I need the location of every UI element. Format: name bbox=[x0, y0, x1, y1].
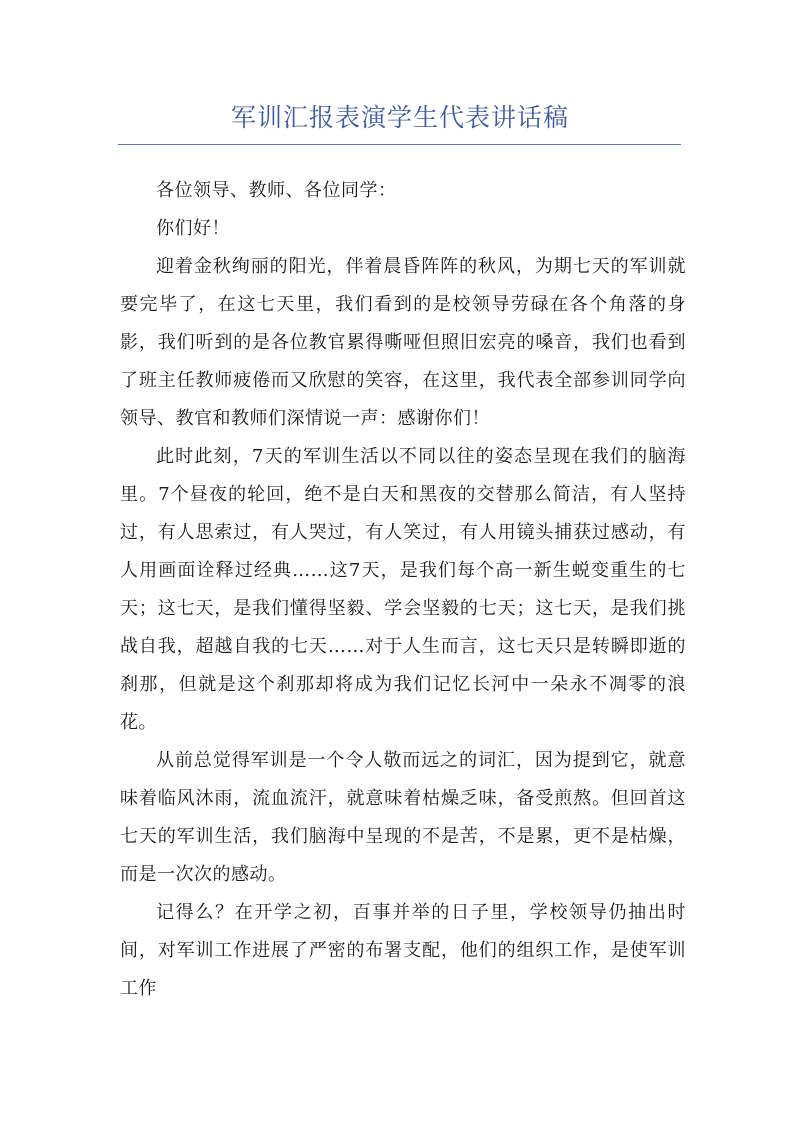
body-paragraph: 从前总觉得军训是一个令人敬而远之的词汇，因为提到它，就意味着临风沐雨，流血流汗，就意味着枯燥乏味，备受煎熬。但回首这七天的军训生活，我们脑海中呈现的不是苦，不是累，更不是枯燥，而是一次次的感动。 bbox=[120, 750, 686, 885]
greeting-paragraph: 你们好！ bbox=[156, 218, 230, 239]
document-body bbox=[120, 172, 686, 1008]
body-paragraph: 记得么？在开学之初，百事并举的日子里，学校领导仍抽出时间，对军训工作进展了严密的布署支配，他们的组织工作，是使军训工作 bbox=[120, 902, 686, 999]
title-underline bbox=[118, 144, 681, 145]
salutation-paragraph: 各位领导、教师、各位同学： bbox=[156, 180, 397, 201]
document-title: 军训汇报表演学生代表讲话稿 bbox=[230, 103, 569, 132]
body-paragraph: 此时此刻，7天的军训生活以不同以往的姿态呈现在我们的脑海里。7个昼夜的轮回，绝不是白天和黑夜的交替那么简洁，有人坚持过，有人思索过，有人哭过，有人笑过，有人用镜头捕获过感动，有人用画面诠释过经典……这7天，是我们每个高一新生蜕变重生的七天；这七天，是我们懂得坚毅、学会坚毅的七天；这七天，是我们挑战自我，超越自我的七天……对于人生而言，这七天只是转瞬即逝的刹那，但就是这个刹那却将成为我们记忆长河中一朵永不凋零的浪花。 bbox=[120, 446, 686, 733]
body-paragraph: 迎着金秋绚丽的阳光，伴着晨昏阵阵的秋风，为期七天的军训就要完毕了，在这七天里，我们看到的是校领导劳碌在各个角落的身影，我们听到的是各位教官累得嘶哑但照旧宏亮的嗓音，我们也看到了班主任教师疲倦而又欣慰的笑容，在这里，我代表全部参训同学向领导、教官和教师们深情说一声：感谢你们！ bbox=[120, 256, 686, 429]
